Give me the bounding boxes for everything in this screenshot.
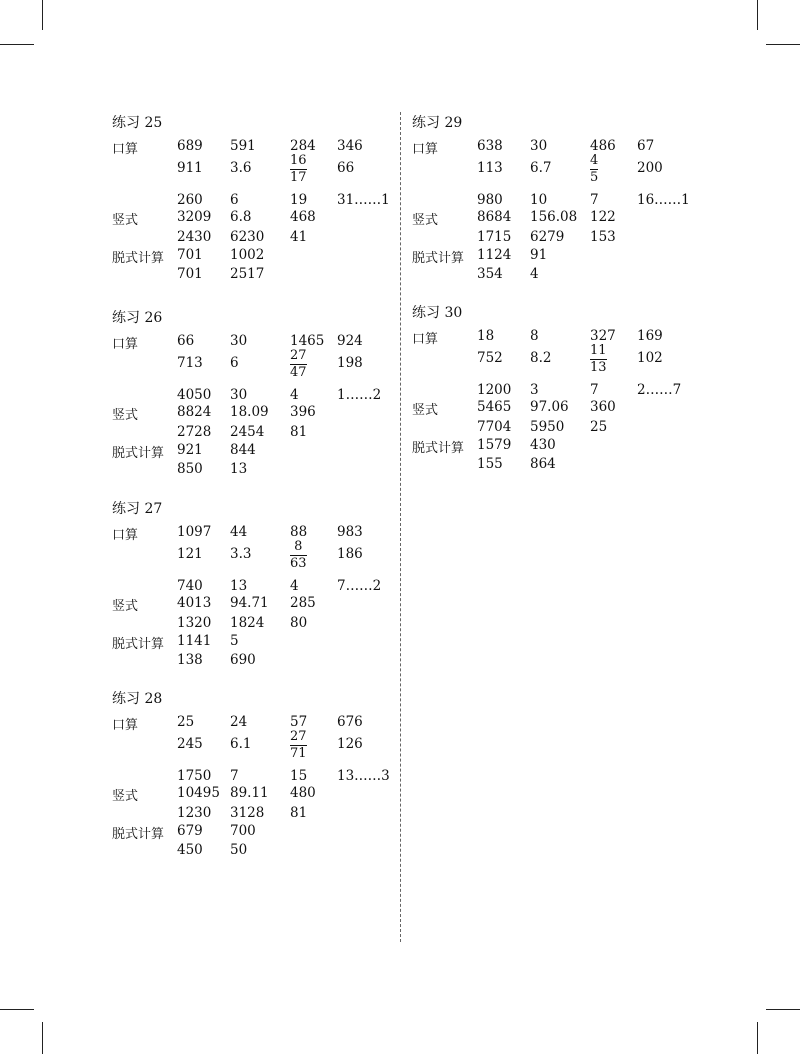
exercise-section — [112, 498, 402, 673]
section-title-number: 29 — [444, 115, 463, 131]
oral-answer: 169 — [637, 328, 663, 344]
oral-answer: 260 — [177, 192, 203, 208]
fraction-answer — [290, 154, 307, 185]
section-title-number: 26 — [144, 310, 163, 326]
oral-answer: 88 — [290, 524, 308, 540]
oral-answer: 7 — [230, 768, 239, 784]
oral-answer: 4 — [290, 387, 299, 403]
oral-answer: 67 — [637, 138, 655, 154]
step-answer: 91 — [530, 247, 548, 263]
vertical-answer: 2454 — [230, 424, 265, 440]
oral-answer: 1097 — [177, 524, 212, 540]
section-title-label: 练习 — [112, 501, 140, 517]
oral-answer: 6.7 — [530, 160, 552, 176]
label-oral: 口算 — [112, 718, 139, 733]
label-step: 脱式计算 — [112, 637, 165, 652]
vertical-answer: 8824 — [177, 404, 212, 420]
vertical-answer: 396 — [290, 404, 316, 420]
vertical-answer: 480 — [290, 785, 316, 801]
oral-answer: 911 — [177, 160, 203, 176]
label-oral: 口算 — [112, 337, 139, 352]
oral-answer: 6 — [230, 355, 239, 371]
oral-answer: 638 — [477, 138, 503, 154]
section-title-label: 练习 — [112, 115, 140, 131]
fraction-answer — [590, 154, 598, 185]
step-answer: 864 — [530, 456, 556, 472]
vertical-answer: 81 — [290, 805, 308, 821]
crop-mark — [757, 1022, 758, 1054]
vertical-answer: 6279 — [530, 229, 565, 245]
section-title-number: 27 — [144, 501, 163, 517]
step-answer: 1124 — [477, 247, 512, 263]
step-answer: 354 — [477, 266, 503, 282]
crop-mark — [0, 1009, 34, 1010]
oral-answer: 284 — [290, 138, 316, 154]
oral-answer: 3.6 — [230, 160, 252, 176]
oral-answer: 752 — [477, 350, 503, 366]
oral-answer: 8 — [530, 328, 539, 344]
oral-answer: 245 — [177, 736, 203, 752]
exercise-section — [112, 112, 402, 287]
crop-mark — [757, 0, 758, 30]
section-title — [112, 112, 162, 132]
fraction-denominator: 17 — [290, 170, 307, 185]
vertical-answer: 6.8 — [230, 209, 252, 225]
vertical-answer: 18.09 — [230, 404, 269, 420]
crop-mark — [42, 1022, 43, 1054]
vertical-answer: 5950 — [530, 419, 565, 435]
oral-answer: 346 — [337, 138, 363, 154]
oral-answer: 980 — [477, 192, 503, 208]
step-answer: 138 — [177, 652, 203, 668]
vertical-answer: 89.11 — [230, 785, 269, 801]
oral-answer: 13 — [230, 578, 248, 594]
step-answer: 850 — [177, 461, 203, 477]
fraction-answer — [290, 349, 307, 380]
step-answer: 155 — [477, 456, 503, 472]
vertical-answer: 285 — [290, 595, 316, 611]
fraction-denominator: 47 — [290, 365, 307, 380]
fraction-denominator: 13 — [590, 360, 607, 375]
label-step: 脱式计算 — [412, 441, 465, 456]
oral-answer: 7 — [590, 192, 599, 208]
vertical-answer: 2728 — [177, 424, 212, 440]
step-answer: 50 — [230, 842, 248, 858]
vertical-answer: 4013 — [177, 595, 212, 611]
oral-answer: 44 — [230, 524, 248, 540]
step-answer: 1141 — [177, 633, 212, 649]
fraction-numerator: 27 — [290, 348, 307, 363]
section-title-label: 练习 — [412, 115, 440, 131]
vertical-answer: 122 — [590, 209, 616, 225]
oral-answer: 31……1 — [337, 192, 390, 208]
fraction-numerator: 4 — [590, 153, 599, 168]
step-answer: 2517 — [230, 266, 265, 282]
oral-answer: 13……3 — [337, 768, 390, 784]
oral-answer: 676 — [337, 714, 363, 730]
step-answer: 4 — [530, 266, 539, 282]
oral-answer: 200 — [637, 160, 663, 176]
oral-answer: 689 — [177, 138, 203, 154]
vertical-answer: 156.08 — [530, 209, 578, 225]
oral-answer: 4050 — [177, 387, 212, 403]
vertical-answer: 1230 — [177, 805, 212, 821]
label-vertical: 竖式 — [112, 599, 139, 614]
vertical-answer: 7704 — [477, 419, 512, 435]
oral-answer: 198 — [337, 355, 363, 371]
fraction-numerator: 27 — [290, 729, 307, 744]
oral-answer: 983 — [337, 524, 363, 540]
fraction-answer — [590, 344, 607, 375]
vertical-answer: 5465 — [477, 399, 512, 415]
label-oral: 口算 — [412, 142, 439, 157]
vertical-answer: 2430 — [177, 229, 212, 245]
section-title-label: 练习 — [112, 310, 140, 326]
vertical-answer: 94.71 — [230, 595, 269, 611]
oral-answer: 18 — [477, 328, 495, 344]
vertical-answer: 153 — [590, 229, 616, 245]
label-oral: 口算 — [112, 528, 139, 543]
oral-answer: 15 — [290, 768, 308, 784]
oral-answer: 1200 — [477, 382, 512, 398]
oral-answer: 113 — [477, 160, 503, 176]
step-answer: 430 — [530, 437, 556, 453]
oral-answer: 6.1 — [230, 736, 252, 752]
section-title — [112, 307, 162, 327]
fraction-denominator: 5 — [590, 170, 599, 185]
label-vertical: 竖式 — [412, 403, 439, 418]
oral-answer: 25 — [177, 714, 195, 730]
exercise-section — [412, 302, 702, 477]
oral-answer: 7……2 — [337, 578, 382, 594]
oral-answer: 740 — [177, 578, 203, 594]
oral-answer: 66 — [337, 160, 355, 176]
oral-answer: 6 — [230, 192, 239, 208]
section-title-number: 30 — [444, 305, 463, 321]
section-title — [112, 498, 162, 518]
vertical-answer: 41 — [290, 229, 308, 245]
fraction-answer — [290, 730, 307, 761]
oral-answer: 3 — [530, 382, 539, 398]
exercise-section — [412, 112, 702, 287]
label-vertical: 竖式 — [112, 408, 139, 423]
oral-answer: 486 — [590, 138, 616, 154]
step-answer: 5 — [230, 633, 239, 649]
step-answer: 450 — [177, 842, 203, 858]
oral-answer: 30 — [530, 138, 548, 154]
section-title — [412, 112, 462, 132]
oral-answer: 4 — [290, 578, 299, 594]
oral-answer: 327 — [590, 328, 616, 344]
vertical-answer: 1824 — [230, 615, 265, 631]
crop-mark — [766, 1009, 800, 1010]
label-step: 脱式计算 — [112, 827, 165, 842]
step-answer: 700 — [230, 823, 256, 839]
oral-answer: 19 — [290, 192, 308, 208]
section-title-label: 练习 — [412, 305, 440, 321]
crop-mark — [0, 44, 34, 45]
vertical-answer: 1715 — [477, 229, 512, 245]
oral-answer: 7 — [590, 382, 599, 398]
label-oral: 口算 — [112, 142, 139, 157]
fraction-numerator: 11 — [590, 343, 607, 358]
vertical-answer: 97.06 — [530, 399, 569, 415]
oral-answer: 1……2 — [337, 387, 382, 403]
exercise-section — [112, 307, 402, 482]
oral-answer: 66 — [177, 333, 195, 349]
vertical-answer: 80 — [290, 615, 308, 631]
section-title — [412, 302, 462, 322]
oral-answer: 186 — [337, 546, 363, 562]
fraction-denominator: 63 — [290, 556, 307, 571]
oral-answer: 2……7 — [637, 382, 682, 398]
label-oral: 口算 — [412, 332, 439, 347]
step-answer: 844 — [230, 442, 256, 458]
step-answer: 701 — [177, 247, 203, 263]
oral-answer: 121 — [177, 546, 203, 562]
oral-answer: 3.3 — [230, 546, 252, 562]
oral-answer: 8.2 — [530, 350, 552, 366]
step-answer: 701 — [177, 266, 203, 282]
oral-answer: 57 — [290, 714, 308, 730]
oral-answer: 10 — [530, 192, 548, 208]
fraction-answer — [290, 540, 307, 571]
vertical-answer: 3128 — [230, 805, 265, 821]
exercise-section — [112, 688, 402, 863]
oral-answer: 591 — [230, 138, 256, 154]
step-answer: 1002 — [230, 247, 265, 263]
step-answer: 13 — [230, 461, 248, 477]
vertical-answer: 8684 — [477, 209, 512, 225]
vertical-answer: 25 — [590, 419, 608, 435]
fraction-numerator: 8 — [294, 539, 303, 554]
label-vertical: 竖式 — [112, 213, 139, 228]
crop-mark — [766, 44, 800, 45]
label-step: 脱式计算 — [412, 251, 465, 266]
label-step: 脱式计算 — [112, 446, 165, 461]
step-answer: 690 — [230, 652, 256, 668]
crop-mark — [42, 0, 43, 30]
label-step: 脱式计算 — [112, 251, 165, 266]
oral-answer: 1465 — [290, 333, 325, 349]
section-title-label: 练习 — [112, 691, 140, 707]
vertical-answer: 1320 — [177, 615, 212, 631]
oral-answer: 30 — [230, 333, 248, 349]
oral-answer: 924 — [337, 333, 363, 349]
fraction-denominator: 71 — [290, 746, 307, 761]
oral-answer: 1750 — [177, 768, 212, 784]
oral-answer: 24 — [230, 714, 248, 730]
oral-answer: 16……1 — [637, 192, 690, 208]
vertical-answer: 6230 — [230, 229, 265, 245]
section-title-number: 25 — [144, 115, 163, 131]
oral-answer: 102 — [637, 350, 663, 366]
vertical-answer: 468 — [290, 209, 316, 225]
label-vertical: 竖式 — [112, 789, 139, 804]
label-vertical: 竖式 — [412, 213, 439, 228]
section-title — [112, 688, 162, 708]
step-answer: 1579 — [477, 437, 512, 453]
step-answer: 921 — [177, 442, 203, 458]
oral-answer: 126 — [337, 736, 363, 752]
section-title-number: 28 — [144, 691, 163, 707]
vertical-answer: 360 — [590, 399, 616, 415]
step-answer: 679 — [177, 823, 203, 839]
oral-answer: 30 — [230, 387, 248, 403]
fraction-numerator: 16 — [290, 153, 307, 168]
oral-answer: 713 — [177, 355, 203, 371]
vertical-answer: 10495 — [177, 785, 220, 801]
vertical-answer: 3209 — [177, 209, 212, 225]
vertical-answer: 81 — [290, 424, 308, 440]
